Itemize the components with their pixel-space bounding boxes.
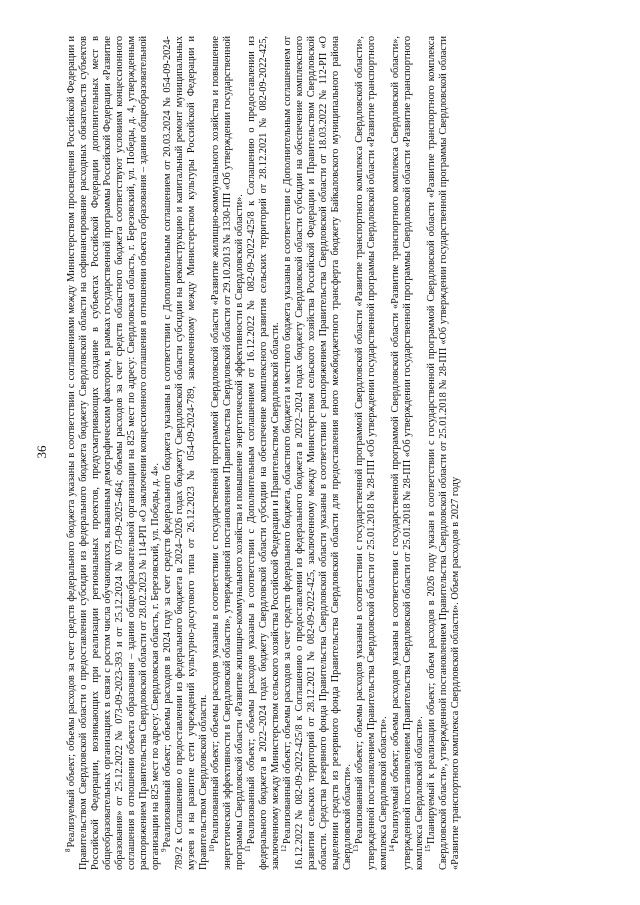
page-number: 36 bbox=[34, 445, 49, 459]
footnote-text: Реализованный объект; объемы расходов за счет средств федерального бюджета, областного бюджета и местного бюджета указаны в соответствии с Дополнительным соглашением от 16.12.2022 № 082-09-2022-425/8 к Соглашению о предоставлении из федерального бюджета в 2022–2024 годах бюджету Свердловской области субсидии на обеспечение комплексного развития сельских территорий от 28.12.2021 № 082-09-2022-425, заключенному между Министерством сельского хозяйства Российской Федерации и Правительством Свердловской области. Средства резервного фонда Правительства Свердловской области указаны в соответствии с распоряжением Правительства Свердловской области от 18.03.2022 № 112-РП «О выделении средств из резервного фонда Правительства Свердловской области для предоставления иного межбюджетного трансферта бюджету Байкаловского муниципального района Свердловской области». bbox=[282, 36, 353, 870]
footnote-text: Реализованный объект; объемы расходов указаны в соответствии с государственной программой Свердловской области «Развитие транспортного комплекса Свердловской области», утвержденной постановлением Правительства Свердловской области от 25.01.2018 № 28-ПП «Об утверждении государственной программы Свердловской области «Развитие транспортного комплекса Свердловской области». bbox=[354, 36, 389, 870]
footnote bbox=[63, 36, 162, 870]
footnote-marker: 12 bbox=[279, 845, 288, 852]
footnotes bbox=[63, 36, 598, 870]
footnote-marker: 10 bbox=[207, 845, 216, 852]
footnote bbox=[387, 36, 426, 870]
footnote-marker: 9 bbox=[159, 848, 168, 852]
footnote-marker: 13 bbox=[351, 845, 360, 852]
footnote bbox=[351, 36, 390, 870]
footnote-marker: 11 bbox=[243, 845, 252, 852]
page-header bbox=[36, 22, 56, 882]
footnote bbox=[159, 36, 210, 870]
footnote-marker: 14 bbox=[387, 845, 396, 852]
rotated-page bbox=[36, 22, 604, 882]
footnote bbox=[279, 36, 354, 870]
footnote-text: Реализованный объект; объемы расходов указаны в соответствии с государственной программой Свердловской области «Развитие жилищно-коммунального хозяйства и повышение энергетической эффективности в Свердловской области», утвержденной постановлением Правительства Свердловской области от 29.10.2013 № 1330-ПП «Об утверждении государственной программы Свердловской области «Развитие жилищно-коммунального хозяйства и повышение энергетической эффективности в Свердловской области». bbox=[210, 36, 245, 870]
footnote-marker: 15 bbox=[423, 845, 432, 852]
footnote-marker: 8 bbox=[63, 848, 72, 852]
footnote-text: Реализуемый объект; объемы расходов за счет средств федерального бюджета указаны в соответствии с соглашениями между Министерством просвещения Российской Федерации и Правительством Свердловской области о предоставлении субсидии из федерального бюджета бюджету Свердловской области на софинансирование расходных обязательств субъектов Российской Федерации, возникающих при реализации региональных проектов, предусматривающих создание в субъектах Российской Федерации дополнительных мест в общеобразовательных организациях в связи с ростом числа обучающихся, вызванным демографическим фактором, в рамках государственной программы Российской Федерации «Развитие образования» от 25.12.2022 № 073-09-2023-393 и от 25.12.2024 № 073-09-2025-464; объемы расходов за счет средств областного бюджета соответствуют условиям концессионного соглашения в отношении объекта образования – здания общеобразовательной организации на 825 мест по адресу: Свердловская область, г. Березовский, ул. Победы, д. 4, утвержденным распоряжением Правительства Свердловской области от 28.02.2023 № 114-РП «О заключении концессионного соглашения в отношении объекта образования – здания общеобразовательной организации на 825 мест по адресу: Свердловская область, г. Березовский, ул. Победы, д. 4». bbox=[66, 36, 161, 870]
footnote-text: Реализованный объект; объемы расходов указаны в соответствии с Дополнительным соглашением от 16.12.2022 № 082-09-2022-425/8 к Соглашению о предоставлении из федерального бюджета в 2022–2024 годах бюджету Свердловской области субсидии на обеспечение комплексного развития сельских территорий от 28.12.2021 № 082-09-2022-425, заключенному между Министерством сельского хозяйства Российской Федерации и Правительством Свердловской области. bbox=[246, 36, 281, 870]
footnote bbox=[423, 36, 462, 870]
footnote-text: Реализуемый объект; объемы расходов указаны в соответствии с государственной программой Свердловской области «Развитие транспортного комплекса Свердловской области», утвержденной постановлением Правительства Свердловской области от 25.01.2018 № 28-ПП «Об утверждении государственной программы Свердловской области «Развитие транспортного комплекса Свердловской области». bbox=[390, 36, 425, 870]
footnote bbox=[243, 36, 282, 870]
footnote bbox=[207, 36, 246, 870]
footnote-text: Планируемый к реализации объект; объем расходов в 2026 году указан в соответствии с государственной программой Свердловской области «Развитие транспортного комплекса Свердловской области», утвержденной постановлением Правительства Свердловской области от 25.01.2018 № 28-ПП «Об утверждении государственной программы Свердловской области «Развитие транспортного комплекса Свердловской области». Объем расходов в 2027 году bbox=[426, 36, 461, 870]
footnote-text: Реализованный объект; объемы расходов в 2024 году за счет средств федерального бюджета указаны в соответствии с Дополнительным соглашением от 20.03.2024 № 054-09-2024-789/2 к Соглашению о предоставлении из федерального бюджета в 2024–2026 годах бюджету Свердловской области субсидии на реконструкцию и капитальный ремонт муниципальных музеев и на развитие сети учреждений культурно-досугового типа от 26.12.2023 № 054-09-2024-789, заключенному между Министерством культуры Российской Федерации и Правительством Свердловской области. bbox=[162, 36, 209, 870]
